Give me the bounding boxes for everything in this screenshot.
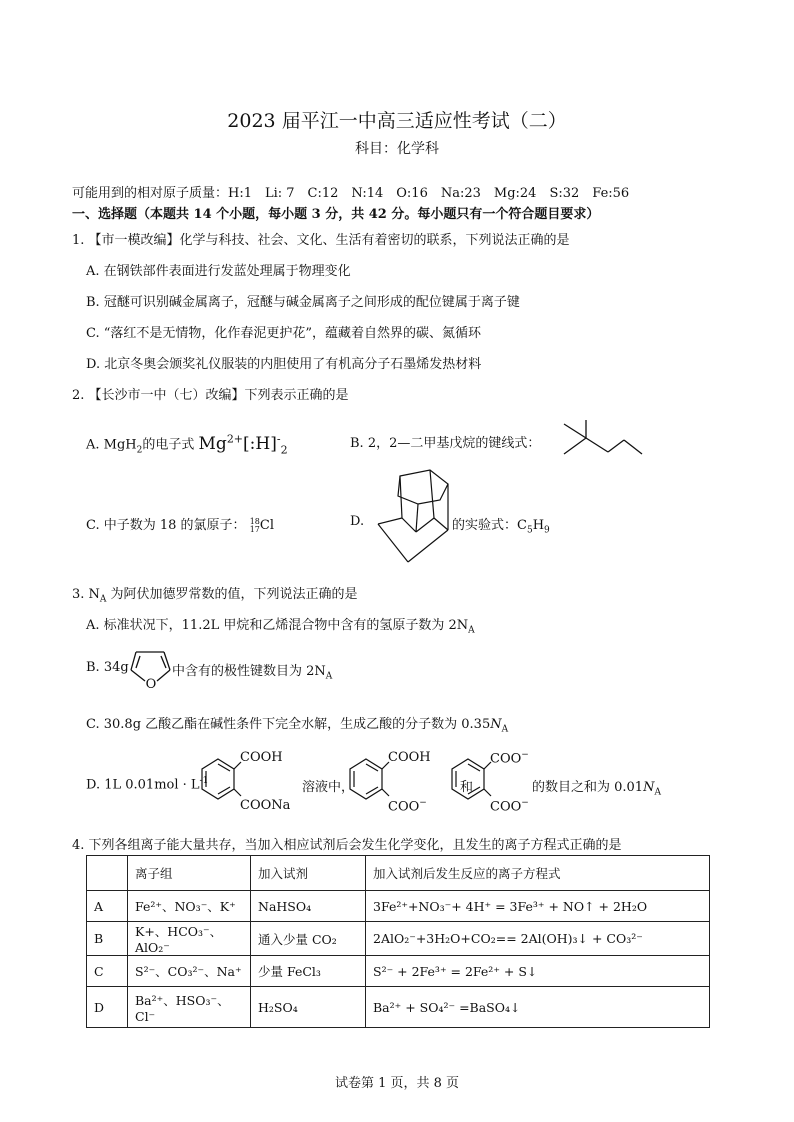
q3-option-d-mid: 溶液中， [302, 780, 355, 795]
equation: 3Fe²⁺+NO₃⁻+ 4H⁺ = 3Fe³⁺ + NO↑ + 2H₂O [366, 891, 710, 922]
table-header-row [87, 856, 710, 891]
furan-ring-icon [128, 638, 174, 690]
dimethylpentane-skeletal-icon [544, 416, 644, 460]
q1-option-b: B. 冠醚可识别碱金属离子，冠醚与碱金属离子之间形成的配位键属于离子键 [86, 295, 520, 310]
q2-stem: 2. 【长沙市一中（七）改编】下列表示正确的是 [72, 388, 349, 403]
q3-option-b: 中含有的极性键数目为 $2N_A$ [172, 664, 333, 682]
header-cell: 离子组 [128, 856, 251, 891]
header-cell: 加入试剂后发生反应的离子方程式 [366, 856, 710, 891]
reagent: 通入少量 CO₂ [251, 922, 366, 956]
page-footer: 试卷第 1 页，共 8 页 [334, 1076, 460, 1091]
ring3-coo-top: COO− [490, 750, 529, 767]
q2-option-b: B. 2，2—二甲基戊烷的键线式： [350, 436, 541, 451]
q1-option-d: D. 北京冬奥会颁奖礼仪服装的内胆使用了有机高分子石墨烯发热材料 [86, 357, 482, 372]
ion-group: S²⁻、CO₃²⁻、Na⁺ [128, 956, 251, 987]
q2-option-c: C. 中子数为 18 的氯原子： 18 17Cl [86, 516, 274, 534]
ring1-cooh: COOH [240, 750, 283, 765]
table-row [87, 956, 710, 987]
q1-option-c: C. “落红不是无情物，化作春泥更护花”，蕴藏着自然界的碳、氮循环 [86, 326, 482, 341]
equation: Ba²⁺ + SO₄²⁻ =BaSO₄↓ [366, 987, 710, 1028]
ring2-cooh: COOH [388, 750, 431, 765]
reagent: 少量 FeCl₃ [251, 956, 366, 987]
table-row [87, 987, 710, 1028]
ion-group: K+、HCO₃⁻、AlO₂⁻ [128, 922, 251, 956]
ion-group: Fe²⁺、NO₃⁻、K⁺ [128, 891, 251, 922]
phthalate-ring-icon [450, 756, 486, 802]
adamantane-structure-icon [374, 466, 454, 568]
q2-option-d-label: D. [350, 514, 365, 529]
reagent: NaHSO₄ [251, 891, 366, 922]
atomic-masses: 可能用到的相对原子质量：H:1 Li: 7 C:12 N:14 O:16 Na:23 Mg:24 S:32 Fe:56 [72, 186, 630, 201]
ring1-coona: COONa [240, 798, 291, 813]
row-label: D [87, 987, 128, 1028]
hydrogen-phthalate-sodium-ring-icon [200, 756, 236, 802]
q3-option-d-and: 和 [460, 780, 474, 795]
ion-group: Ba²⁺、HSO₃⁻、Cl⁻ [128, 987, 251, 1028]
table-row [87, 922, 710, 956]
header-cell: 加入试剂 [251, 856, 366, 891]
ring2-coo: COO− [388, 798, 427, 815]
reagent: H₂SO₄ [251, 987, 366, 1028]
q3-option-d-post: 的数目之和为 $0.01N_A$ [532, 780, 661, 798]
q3-option-c: C. 30.8g 乙酸乙酯在碱性条件下完全水解，生成乙酸的分子数为 $0.35N_A$ [86, 717, 509, 735]
ring3-coo-bottom: COO− [490, 798, 529, 815]
hydrogen-phthalate-ring-icon [348, 756, 384, 802]
exam-title: 2023 届平江一中高三适应性考试（二） [227, 110, 567, 132]
row-label: C [87, 956, 128, 987]
svg-text:O: O [145, 677, 157, 690]
q2-option-a: A. MgH$_2$的电子式 $Mg^{2+}[:H]^-_2$ [86, 432, 288, 457]
exam-subject: 科目：化学科 [355, 141, 439, 157]
q3-stem: 3. $N_A$ 为阿伏加德罗常数的值，下列说法正确的是 [72, 587, 358, 605]
section-heading: 一、选择题（本题共 14 个小题，每小题 3 分，共 42 分。每小题只有一个符合题目要求） [72, 207, 600, 222]
q1-stem: 1. 【市一模改编】化学与科技、社会、文化、生活有着密切的联系，下列说法正确的是 [72, 233, 570, 248]
q4-stem: 4. 下列各组离子能大量共存，当加入相应试剂后会发生化学变化，且发生的离子方程式正确的是 [72, 838, 622, 853]
header-cell [87, 856, 128, 891]
q3-option-d-pre: D. 1L $0.01mol \cdot L^{-1}$ [86, 776, 209, 793]
equation: S²⁻ + 2Fe³⁺ = 2Fe²⁺ + S↓ [366, 956, 710, 987]
q3-option-b-pre: B. 34g [86, 660, 129, 675]
q2-option-d: 的实验式：$C_5H_9$ [452, 518, 550, 536]
ion-table [86, 855, 710, 1028]
row-label: B [87, 922, 128, 956]
table-row [87, 891, 710, 922]
q3-option-a: A. 标准状况下，11.2L 甲烷和乙烯混合物中含有的氢原子数为 $2N_A$ [86, 618, 475, 636]
q1-option-a: A. 在钢铁部件表面进行发蓝处理属于物理变化 [86, 264, 351, 279]
equation: 2AlO₂⁻+3H₂O+CO₂== 2Al(OH)₃↓ + CO₃²⁻ [366, 922, 710, 956]
row-label: A [87, 891, 128, 922]
